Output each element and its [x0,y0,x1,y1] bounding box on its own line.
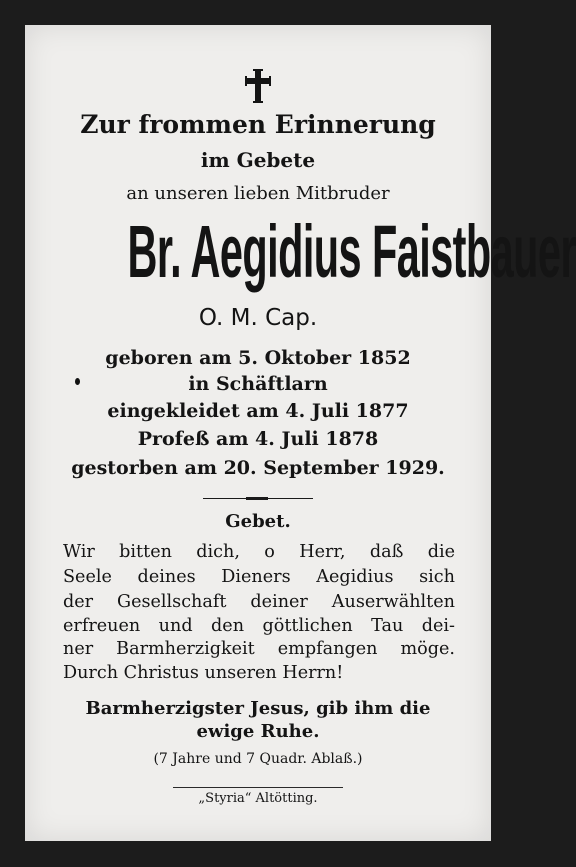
prayer-line: Seele deines Dieners Aegidius sich [63,567,455,587]
memorial-card [25,25,576,841]
prayer-line: Wir bitten dich, o Herr, daß die [63,542,455,562]
invocation-line: Barmherzigster Jesus, gib ihm die [85,698,431,719]
card-intro: an unseren lieben Mitbruder [126,183,390,204]
profession-date: Profeß am 4. Juli 1878 [137,428,379,450]
card-title: Zur frommen Erinnerung [80,110,436,139]
birth-place: in Schäftlarn [188,373,328,395]
indulgence-note: (7 Jahre und 7 Quadr. Ablaß.) [153,751,363,767]
divider [203,498,313,499]
prayer-title: Gebet. [225,511,291,532]
death-date: gestorben am 20. September 1929. [71,457,445,479]
prayer-line: ner Barmherzigkeit empfangen möge. [63,639,455,659]
printer-imprint: „Styria“ Altötting. [198,791,318,806]
invocation-line: ewige Ruhe. [196,721,320,742]
printer-rule [173,787,343,788]
prayer-line: erfreuen und den göttlichen Tau dei- [63,616,455,636]
religious-order: O. M. Cap. [198,305,318,331]
card-subtitle: im Gebete [200,148,316,172]
prayer-line: der Gesellschaft deiner Auserwählten [63,592,455,612]
prayer-line: Durch Christus unseren Herrn! [63,663,344,683]
birth-date: geboren am 5. Oktober 1852 [105,347,411,369]
cross-icon [25,69,491,103]
divider-center-bar [246,497,268,500]
investiture-date: eingekleidet am 4. Juli 1877 [107,400,409,422]
deceased-name: Br. Aegidius Faistbauer [127,210,576,293]
